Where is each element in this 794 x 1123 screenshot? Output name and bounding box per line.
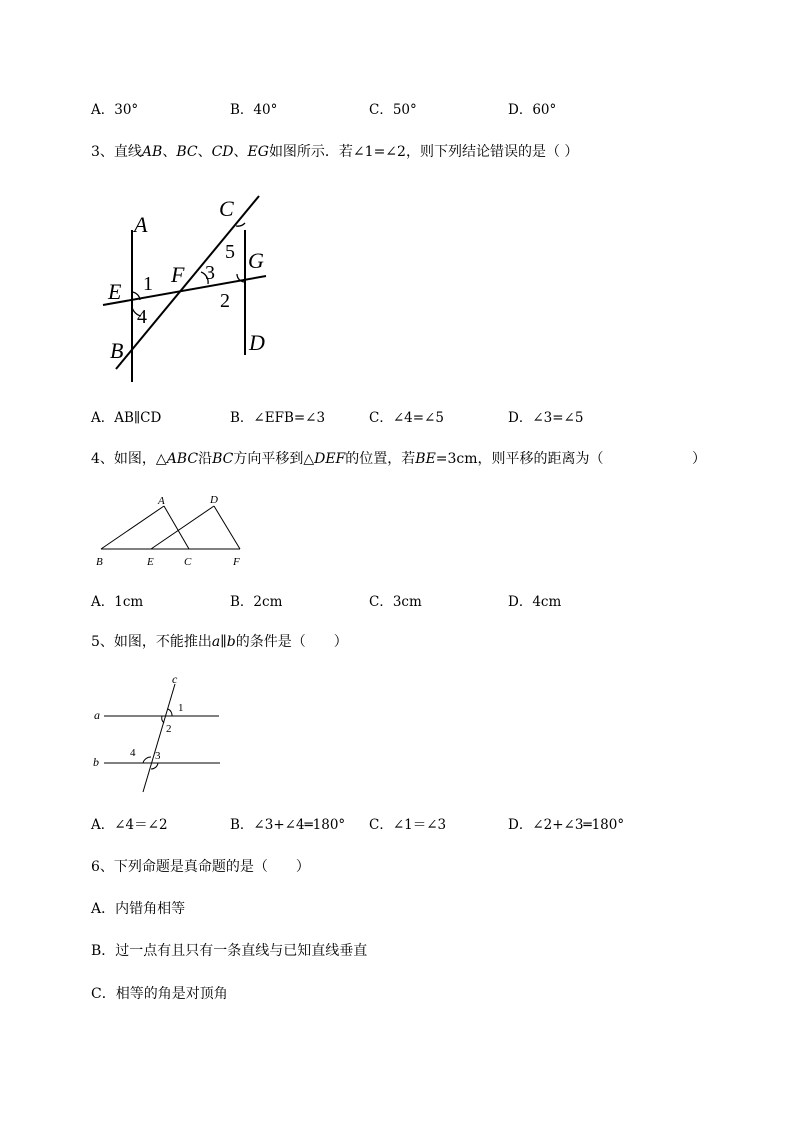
q4-label-d: D <box>210 494 218 506</box>
q3-sep2: 、 <box>197 144 212 160</box>
q5-figure <box>90 672 225 794</box>
q3-angle-1: 1 <box>143 273 153 295</box>
q3-suffix: 如图所示．若∠1=∠2，则下列结论错误的是（ ） <box>268 144 579 160</box>
q2-option-b: B．40° <box>230 102 278 118</box>
q6-stem: 6、下列命题是真命题的是（ ） <box>91 859 310 875</box>
q4-label-f: F <box>233 556 240 568</box>
q3-angle-3: 3 <box>205 262 215 284</box>
q4-be: BE <box>415 451 436 467</box>
q5-ab: a∥b <box>211 634 236 650</box>
q5-option-c: C．∠1＝∠3 <box>369 817 447 833</box>
q3-stem <box>91 142 578 162</box>
q3-sep1: 、 <box>162 144 177 160</box>
q5-label-b: b <box>93 755 99 769</box>
q3-line-bc: BC <box>176 144 198 160</box>
q4-option-a: A．1cm <box>91 594 144 610</box>
q5-option-b: B．∠3+∠4═180° <box>230 817 346 833</box>
q4-stem <box>91 449 604 469</box>
q2-option-c: C．50° <box>369 102 417 118</box>
q5-label-a: a <box>94 708 100 722</box>
q5-option-a: A．∠4＝∠2 <box>91 817 168 833</box>
q4-text1: 4、如图，△ <box>91 451 167 467</box>
q4-text5: =3cm，则平移的距离为（ <box>435 451 604 467</box>
q3-label-d: D <box>249 330 265 355</box>
q3-line-eg: EG <box>247 144 269 160</box>
q3-label-e: E <box>108 279 122 304</box>
q6-option-c: C．相等的角是对顶角 <box>91 986 228 1002</box>
q4-figure <box>95 490 255 570</box>
q4-close-paren: ） <box>692 451 706 467</box>
q4-label-b: B <box>96 556 103 568</box>
q4-option-d: D．4cm <box>508 594 562 610</box>
q5-text2: 的条件是（ ） <box>235 634 348 650</box>
q3-label-c: C <box>219 196 234 221</box>
q4-label-e: E <box>147 556 154 568</box>
q4-text3: 方向平移到△ <box>233 451 315 467</box>
q6-option-a: A．内错角相等 <box>91 901 186 917</box>
q4-text4: 的位置，若 <box>345 451 416 467</box>
q3-angle-4: 4 <box>137 306 147 328</box>
q4-option-c: C．3cm <box>369 594 422 610</box>
q5-option-d: D．∠2+∠3═180° <box>508 817 625 833</box>
q5-angle-3: 3 <box>155 750 161 762</box>
q3-label-a: A <box>134 212 148 237</box>
q5-angle-2: 2 <box>166 723 172 735</box>
q4-option-b: B．2cm <box>230 594 283 610</box>
q3-line-ab: AB <box>141 144 163 160</box>
q5-angle-4: 4 <box>130 747 136 759</box>
q3-label-g: G <box>248 248 264 273</box>
q5-angle-1: 1 <box>178 702 184 714</box>
q5-stem <box>91 632 348 652</box>
q6-option-b: B．过一点有且只有一条直线与已知直线垂直 <box>91 943 368 959</box>
q3-option-b: B．∠EFB=∠3 <box>230 410 326 426</box>
q3-prefix: 3、直线 <box>91 144 142 160</box>
q3-option-c: C．∠4=∠5 <box>369 410 444 426</box>
q4-def: DEF <box>314 451 346 467</box>
q3-line-cd: CD <box>211 144 234 160</box>
q4-label-a: A <box>158 495 165 507</box>
q5-label-c: c <box>172 672 178 686</box>
q4-text2: 沿 <box>198 451 213 467</box>
q3-label-f: F <box>171 262 185 287</box>
q3-sep3: 、 <box>233 144 248 160</box>
q4-bc: BC <box>212 451 234 467</box>
q3-label-b: B <box>110 338 124 363</box>
q4-label-c: C <box>184 556 192 568</box>
q3-option-d: D．∠3=∠5 <box>508 410 584 426</box>
q2-option-d: D．60° <box>508 102 557 118</box>
q3-option-a: A．AB∥CD <box>91 410 162 426</box>
q2-option-a: A．30° <box>91 102 139 118</box>
q4-abc: ABC <box>166 451 199 467</box>
q3-angle-5: 5 <box>225 241 235 263</box>
q5-text1: 5、如图，不能推出 <box>91 634 212 650</box>
q3-angle-2: 2 <box>220 290 230 312</box>
q3-figure <box>95 188 285 388</box>
